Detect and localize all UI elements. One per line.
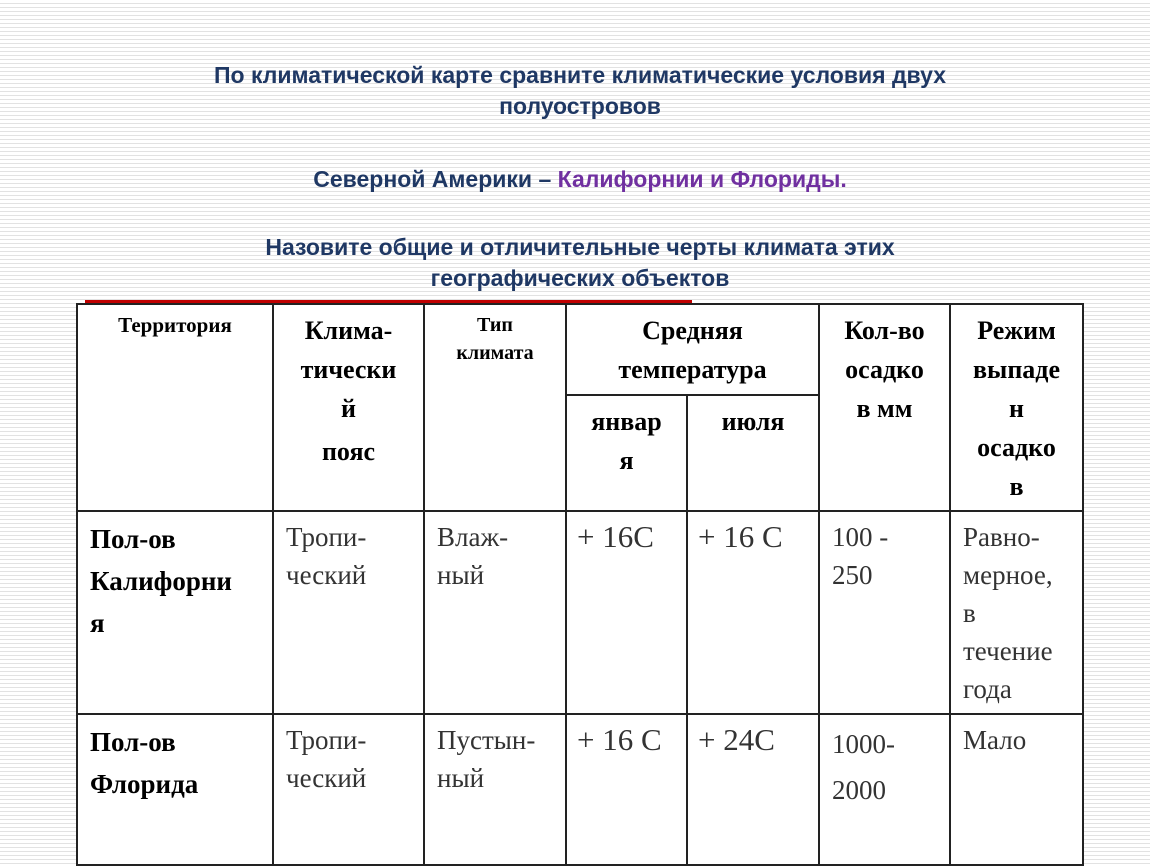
slide-title-line2: полуостровов <box>499 93 661 119</box>
header-type-line: Тип <box>477 314 513 336</box>
regime-line: в <box>963 598 976 628</box>
header-precip-line: осадко <box>845 355 924 384</box>
territory-line: Флорида <box>90 769 199 799</box>
header-july-label: июля <box>721 406 785 436</box>
january-value: + 16С <box>577 519 654 554</box>
header-regime-line: в <box>1009 472 1024 501</box>
header-belt-line: Клима- <box>304 316 393 345</box>
header-avg-temp-line: Средняя <box>642 316 743 345</box>
header-belt-line: й <box>341 394 356 423</box>
header-belt-line: тически <box>300 355 397 384</box>
cell-type <box>424 511 566 714</box>
slide-title-line1: По климатической карте сравните климатические условия двух <box>214 62 946 88</box>
cell-january <box>566 714 687 865</box>
task-line2: географических объектов <box>430 265 730 291</box>
header-territory-label: Территория <box>118 313 232 337</box>
climate-comparison-table <box>76 303 1084 866</box>
header-precip-line: Кол-во <box>844 316 925 345</box>
cell-regime <box>950 511 1083 714</box>
header-type <box>424 304 566 511</box>
cell-january <box>566 511 687 714</box>
belt-line: Тропи- <box>286 725 367 755</box>
slide-title <box>80 60 1080 122</box>
header-avg-temp <box>566 304 819 395</box>
territory-line: я <box>90 608 105 638</box>
cell-type <box>424 714 566 865</box>
precip-line: 250 <box>832 560 873 590</box>
table-row <box>77 511 1083 714</box>
header-regime-line: Режим <box>977 316 1056 345</box>
cell-regime <box>950 714 1083 865</box>
header-regime-line: осадко <box>977 433 1056 462</box>
precip-line: 2000 <box>832 775 886 805</box>
regime-line: Мало <box>963 725 1027 755</box>
header-precip-line: в мм <box>856 394 913 423</box>
regime-line: Равно- <box>963 522 1040 552</box>
header-july <box>687 395 819 511</box>
task-line1: Назовите общие и отличительные черты климата этих <box>265 234 895 260</box>
precip-line: 1000- <box>832 729 895 759</box>
slide-subtitle <box>80 164 1080 195</box>
header-avg-temp-line: температура <box>618 355 767 384</box>
cell-precip <box>819 714 950 865</box>
header-regime <box>950 304 1083 511</box>
belt-line: Тропи- <box>286 522 367 552</box>
header-belt <box>273 304 424 511</box>
july-value: + 24С <box>698 722 775 757</box>
regime-line: мерное, <box>963 560 1053 590</box>
header-regime-line: выпаде <box>972 355 1060 384</box>
cell-belt <box>273 511 424 714</box>
cell-territory <box>77 511 273 714</box>
header-regime-line: н <box>1009 394 1024 423</box>
table-row <box>77 714 1083 865</box>
header-type-line: климата <box>456 342 534 364</box>
regime-line: течение <box>963 636 1053 666</box>
type-line: ный <box>437 560 485 590</box>
subtitle-peninsulas: Калифорнии и Флориды. <box>557 166 847 192</box>
territory-line: Калифорни <box>90 566 232 596</box>
belt-line: ческий <box>286 763 367 793</box>
cell-july <box>687 714 819 865</box>
territory-line: Пол-ов <box>90 524 176 554</box>
regime-line: года <box>963 674 1012 704</box>
january-value: + 16 С <box>577 722 662 757</box>
cell-belt <box>273 714 424 865</box>
header-january-line: январ <box>591 406 662 436</box>
subtitle-region: Северной Америки – <box>313 166 558 192</box>
territory-line: Пол-ов <box>90 727 176 757</box>
header-precip <box>819 304 950 511</box>
type-line: Пустын- <box>437 725 536 755</box>
july-value: + 16 С <box>698 519 783 554</box>
header-row <box>77 304 1083 395</box>
type-line: ный <box>437 763 485 793</box>
precip-line: 100 - <box>832 522 889 552</box>
type-line: Влаж- <box>437 522 509 552</box>
task-text <box>80 232 1080 294</box>
header-january-line: я <box>619 445 634 475</box>
cell-territory <box>77 714 273 865</box>
cell-july <box>687 511 819 714</box>
belt-line: ческий <box>286 560 367 590</box>
cell-precip <box>819 511 950 714</box>
header-belt-line: пояс <box>321 437 376 466</box>
header-territory <box>77 304 273 511</box>
header-january <box>566 395 687 511</box>
